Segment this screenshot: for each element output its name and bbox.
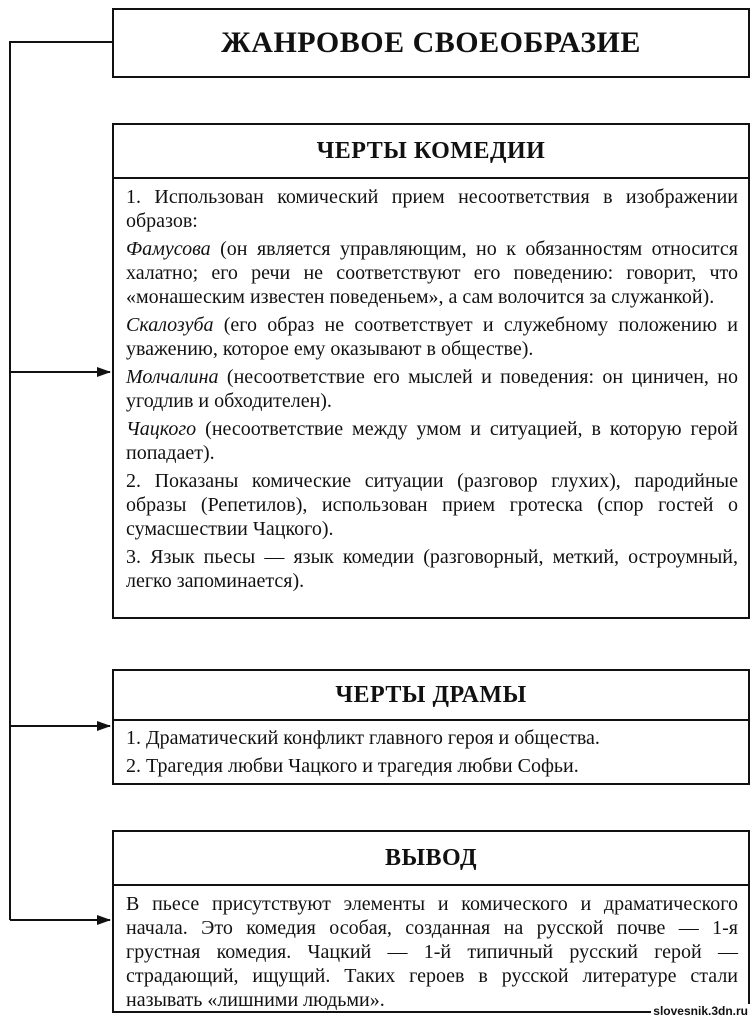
watermark-text: slovesnik.3dn.ru [653,1004,748,1018]
section-body-drama [112,719,750,785]
drama-paragraph-1: 1. Драматический конфликт главного героя и общества. [126,727,600,749]
comedy-paragraph-2: 2. Показаны комические ситуации (разговор глухих), пародийные образы (Репетилов), использован прием гротеска (спор гостей о сумасшествии Чацкого). [126,470,738,540]
section-body-comedy [112,177,750,619]
connector-line [10,42,112,920]
drama-paragraph-2: 2. Трагедия любви Чацкого и трагедия любви Софьи. [126,755,579,777]
section-heading-comedy: ЧЕРТЫ КОМЕДИИ [112,123,750,179]
comedy-paragraph-1: 1. Использован комический прием несоответствия в изображении образов: [126,186,738,232]
title-box [112,8,750,78]
section-heading-conclusion: ВЫВОД [112,830,750,886]
page-title: ЖАНРОВОЕ СВОЕОБРАЗИЕ [221,26,641,59]
conclusion-paragraph: В пьесе присутствуют элементы и комического и драматического начала. Это комедия особая, созданная на русской почве — 1-я грустная комедия. Чацкий — 1-й типичный русский герой — страдающий, ищущий. Таких героев в русской литературе стали называть «лишними людьми». [126,893,738,1011]
comedy-paragraph-3: 3. Язык пьесы — язык комедии (разговорный, меткий, остроумный, легко запоминается). [126,546,738,592]
comedy-paragraph-famusov: Фамусова (он является управляющим, но к обязанностям относится халатно; его речи не соответствуют его поведению: говорит, что «монашеским известен поведеньем», а сам волочится за служанкой). [126,238,738,308]
comedy-paragraph-molchalin: Молчалина (несоответствие его мыслей и поведения: он циничен, но угодлив и обходителен). [126,366,738,412]
section-heading-drama: ЧЕРТЫ ДРАМЫ [112,669,750,721]
comedy-paragraph-skalozub: Скалозуба (его образ не соответствует и служебному положению и уважению, которое ему оказывают в обществе). [126,314,738,360]
section-body-conclusion [112,884,750,1013]
comedy-paragraph-chatsky: Чацкого (несоответствие между умом и ситуацией, в которую герой попадает). [126,418,738,464]
